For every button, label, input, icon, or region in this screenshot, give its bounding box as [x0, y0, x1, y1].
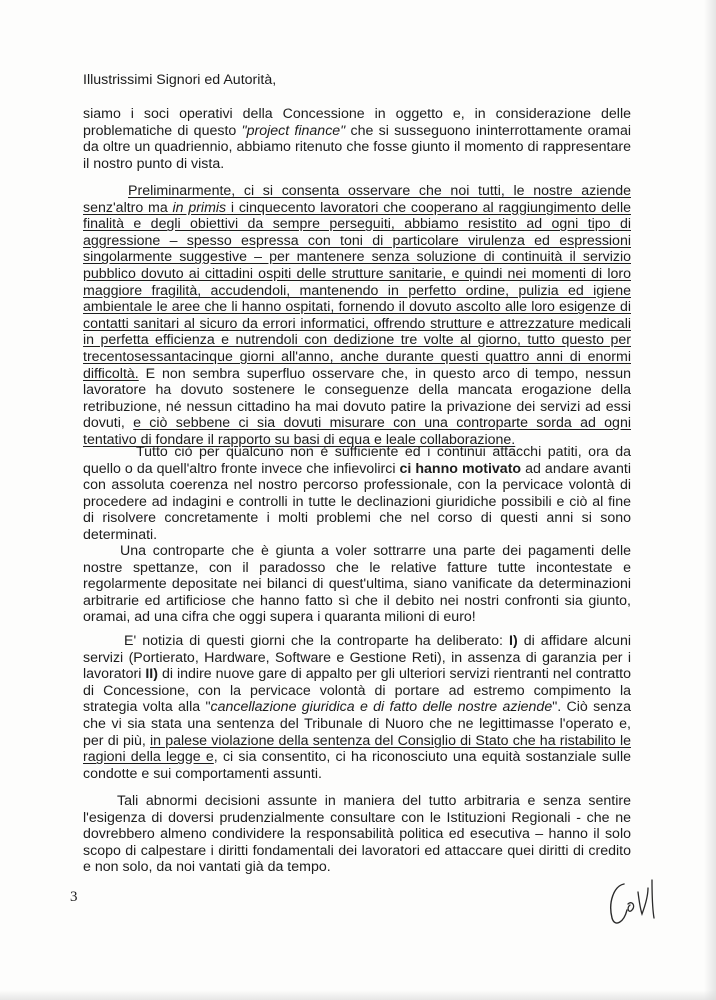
paragraph-5-text-c: di affidare alcuni servizi (Portierato, Hardware, Software e Gestione Reti), in assenza di garanzia per i lavoratori	[83, 633, 631, 683]
paragraph-3-text-a: Tutto ciò per qualcuno non è sufficiente ed i continui attacchi patiti, ora da quello o da quell'altro fronte invece che infievolirci	[83, 444, 631, 477]
paragraph-5-underlined: in palese violazione della sentenza del Consiglio di Stato che ha ristabilito le ragioni della legge e	[83, 732, 631, 766]
paragraph-1-text-a: siamo i soci operativi della Concessione in oggetto e, in considerazione delle problematiche di questo	[83, 106, 631, 139]
page-edge-shadow-bottom	[0, 990, 716, 1000]
paragraph-5-text-g: ". Ciò senza che vi sia stata una sentenza del Tribunale di Nuoro che ne legittimasse l'operato e, per di più,	[83, 699, 631, 749]
paragraph-2-text-c: i cinquecento lavoratori che cooperano al raggiungimento delle finalità e degli obiettivi da sempre perseguiti, abbiamo resistito ad ogni tipo di aggressione – spesso espressa con toni di particolare virulenza ed espressioni singolarmente suggestive – per mantenere senza soluzione di continuità il servizio pubblico dovuto ai cittadini ospiti delle strutture sanitarie, e quindi nei momenti di loro maggiore fragilità, accudendoli, mantenendo in perfetto ordine, pulizia ed igiene ambientale le aree che li hanno ospitati, fornendo il dovuto ascolto alle loro esigenze di contatti sanitari al sicuro da errori informatici, offrendo strutture e attrezzature medicali in perfetta efficienza e nutrendoli con dedizione tre volte al giorno, tutto questo per trecentosessantacinque giorni all'anno, anche durante questi quattro anni di enormi difficoltà.	[83, 199, 631, 382]
paragraph-2-text-e: e ciò sebbene ci sia dovuti misurare con una controparte sorda ad ogni tentativo di fondare il rapporto su basi di equa e leale collaborazione.	[83, 415, 631, 448]
paragraph-5-text-i: , ci sia consentito, ci ha riconosciuto una equità sostanziale sulle condotte e sui comportamenti assunti.	[83, 749, 632, 782]
paragraph-6: Tali abnormi decisioni assunte in maniera del tutto arbitraria e senza sentire l'esigenza di doversi prudenzialmente consultare con le Istituzioni Regionali - che ne dovrebbero almeno condividere la responsabilità politica ed esecutiva – hanno il solo scopo di calpestare i diritti fondamentali dei lavoratori ed attaccare quei diritti di credito e non solo, da noi vantati già da tempo.	[83, 793, 631, 876]
paragraph-5-item-2: II)	[145, 666, 158, 683]
paragraph-1	[83, 106, 631, 172]
paragraph-1-project-finance: "project finance"	[241, 122, 346, 139]
paragraph-2	[83, 183, 631, 449]
paragraph-5-text-e: di indire nuove gare di appalto per gli ulteriori servizi rientranti nel contratto di Concessione, con la pervicace volontà di portare ad estremo compimento la strategia volta alla "	[83, 666, 631, 716]
paragraph-2-in-primis: in primis	[172, 199, 227, 216]
paragraph-3-bold: ci hanno motivato	[399, 460, 522, 477]
paragraph-2-text-d: E non sembra superfluo osservare che, in questo arco di tempo, nessun lavoratore ha dovuto sostenere le conseguenze della mancata erogazione della retribuzione, né nessun cittadino ha mai dovuto patire la privazione dei servizi ad essi dovuti,	[83, 365, 631, 432]
signature-initials	[602, 862, 662, 932]
paragraph-5-quote: cancellazione giuridica e di fatto delle nostre aziende	[210, 699, 553, 716]
page-number: 3	[70, 889, 78, 905]
paragraph-5	[83, 633, 631, 782]
paragraph-5-item-1: I)	[509, 633, 518, 649]
paragraph-3-text-c: ad andare avanti con assoluta coerenza nel nostro percorso professionale, con la pervicace volontà di procedere ad indagini e controlli in tutte le declinazioni giuridiche possibili e ciò al fine di risolvere concretamente i molti problemi che nel corso di questi anni si sono determinati.	[83, 460, 631, 543]
paragraph-2-text-a: Preliminarmente, ci si consenta osservare che noi tutti, le nostre aziende senz'altro ma	[83, 183, 631, 216]
paragraph-1-text-c: che si susseguono ininterrottamente oramai da oltre un quadriennio, abbiamo ritenuto che fosse giunto il momento di rappresentare il nostro punto di vista.	[83, 122, 631, 172]
page-edge-shadow-right	[704, 0, 716, 1000]
paragraph-5-text-a: E' notizia di questi giorni che la controparte ha deliberato:	[124, 633, 509, 649]
paragraph-3	[83, 444, 631, 544]
paragraph-4: Una controparte che è giunta a voler sottrarre una parte dei pagamenti delle nostre spettanze, con il paradosso che le relative fatture tutte incontestate e regolarmente depositate nei bilanci di quest'ultima, siano vanificate da determinazioni arbitrarie ed artificiose che hanno fatto sì che il debito nei nostri confronti sia giunto, oramai, ad una cifra che oggi supera i quaranta milioni di euro!	[83, 543, 631, 626]
salutation: Illustrissimi Signori ed Autorità,	[83, 72, 277, 88]
